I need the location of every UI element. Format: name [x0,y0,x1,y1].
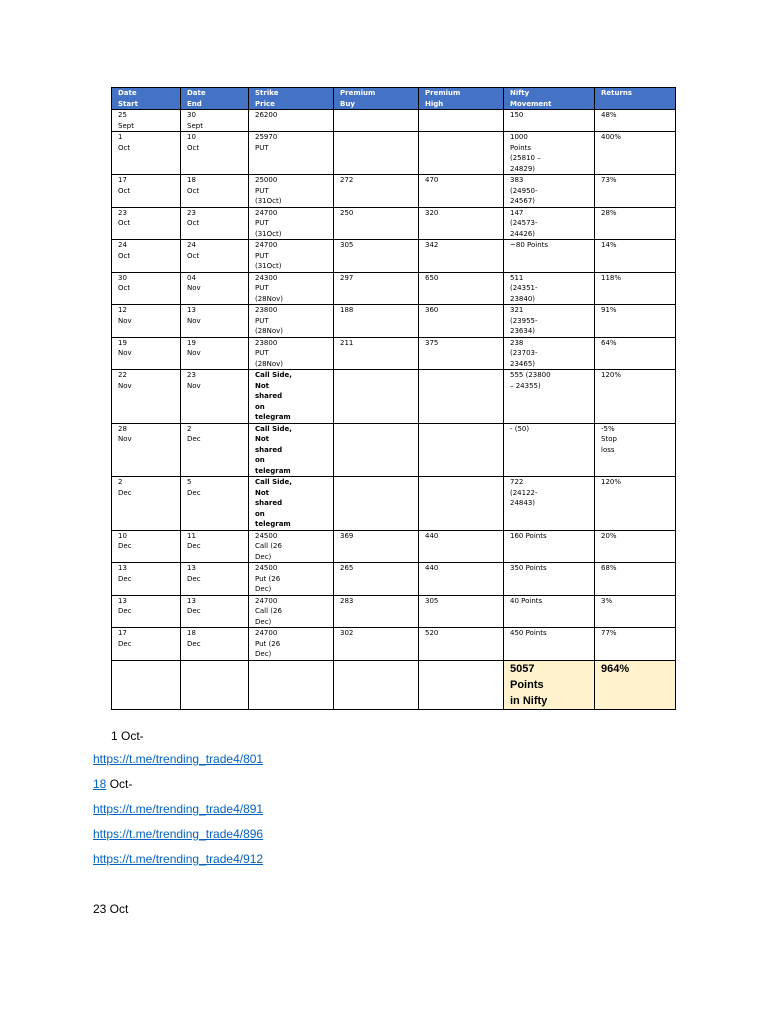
cell-text: 2 Dec [187,424,201,443]
cell-text: 13 Dec [118,564,132,583]
cell-text: 17 Oct [118,176,131,195]
cell-text: ~80 Points [510,241,549,249]
cell-text: 520 [425,629,439,637]
cell-text: 3% [601,596,613,605]
cell-text: 321 (23955- 23634) [510,306,538,335]
cell-text: 13 Dec [118,596,132,615]
note-1-oct: 1 Oct- [111,729,144,743]
cell-text: 650 [425,273,439,282]
cell-text: 375 [425,338,439,347]
cell-text: 14% [601,241,617,249]
cell-text: 350 Points [510,564,547,572]
cell-text: 511 (24351- 23840) [510,273,538,303]
total-text: 5057 Points in Nifty [510,662,548,707]
cell-text: 18 Oct [187,176,200,195]
cell-text: 10 Oct [187,133,200,152]
cell-text: - (50) [510,424,530,433]
cell-text: 24 Oct [118,241,131,260]
header-premium-buy: Premium Buy [334,88,419,110]
cell-text: 13 Dec [187,564,201,583]
note-23-oct: 23 Oct [93,902,129,916]
cell-text: 25970 PUT [255,133,278,152]
cell-text: Call Side, Not shared on telegram [255,371,292,421]
cell-text: 19 Nov [187,338,201,357]
cell-text: 440 [425,564,439,572]
cell-text: 272 [340,176,354,184]
cell-text: 320 [425,208,439,217]
total-text: 964% [601,662,630,675]
cell-text: 23800 PUT (28Nov) [255,306,284,335]
cell-text: 19 Nov [118,338,132,357]
cell-text: 13 Nov [187,306,201,325]
cell-text: 22 Nov [118,371,132,390]
cell-text: 48% [601,111,617,119]
cell-text: 297 [340,273,354,282]
cell-text: 11 Dec [187,531,201,550]
cell-text: 68% [601,564,617,572]
cell-text: 04 Nov [187,273,201,292]
cell-text: 383 (24950- 24567) [510,176,538,205]
cell-text: 160 Points [510,531,547,540]
header-returns: Returns [595,88,676,110]
cell-text: 118% [601,273,622,282]
header-strike-price: Strike Price [249,88,334,110]
cell-text: 250 [340,208,354,217]
cell-text: 24300 PUT (28Nov) [255,273,284,303]
cell-text: 238 (23703- 23465) [510,338,538,368]
telegram-link-891[interactable]: https://t.me/trending_trade4/891 [93,802,264,816]
cell-text: 23800 PUT (28Nov) [255,338,284,368]
cell-text: 23 Oct [118,208,131,227]
cell-text: 24500 Call (26 Dec) [255,531,282,561]
cell-text: 265 [340,564,354,572]
header-premium-high: Premium High [419,88,504,110]
cell-text: 13 Dec [187,596,201,615]
cell-text: 24700 PUT (31Oct) [255,241,282,270]
cell-text: 40 Points [510,596,543,605]
cell-text: 147 (24573- 24426) [510,208,538,238]
cell-text: 28 Nov [118,424,132,443]
cell-text: 120% [601,371,622,379]
cell-text: 2 Dec [118,478,132,497]
cell-text: 30 Oct [118,273,131,292]
cell-text: 17 Dec [118,629,132,648]
cell-text: 24500 Put (26 Dec) [255,564,281,593]
cell-text: Call Side, Not shared on telegram [255,478,292,528]
cell-text: 5 Dec [187,478,201,497]
header-date-end: Date End [181,88,249,110]
cell-text: 30 Sept [187,111,203,130]
cell-text: 64% [601,338,617,347]
cell-text: 722 (24122- 24843) [510,478,538,507]
telegram-link-896[interactable]: https://t.me/trending_trade4/896 [93,827,264,841]
cell-text: 302 [340,629,354,637]
cell-text: 23 Oct [187,208,200,227]
cell-text: 369 [340,531,354,540]
cell-text: 28% [601,208,617,217]
link-18[interactable]: 18 [93,777,107,791]
cell-text: 150 [510,111,524,119]
cell-text: 73% [601,176,617,184]
cell-text: 470 [425,176,439,184]
cell-text: 23 Nov [187,371,201,390]
cell-text: 20% [601,531,617,540]
telegram-link-801[interactable]: https://t.me/trending_trade4/801 [93,752,264,766]
cell-text: 24 Oct [187,241,200,260]
cell-text: 305 [425,596,439,605]
cell-text: 24700 PUT (31Oct) [255,208,282,238]
cell-text: 26200 [255,111,278,119]
header-date-start: Date Start [112,88,181,110]
cell-text: 25000 PUT (31Oct) [255,176,282,205]
cell-text: Call Side, Not shared on telegram [255,424,292,475]
header-nifty-movement: Nifty Movement [504,88,595,110]
cell-text: 24700 Call (26 Dec) [255,596,282,626]
cell-text: 342 [425,241,439,249]
cell-text: 12 Nov [118,306,132,325]
cell-text: 25 Sept [118,111,134,130]
cell-text: 1 Oct [118,133,131,152]
note-18-oct [93,777,132,791]
note-18-oct-suffix: Oct- [106,777,133,791]
cell-text: -5% Stop loss [601,424,617,454]
cell-text: 360 [425,306,439,314]
cell-text: 91% [601,306,617,314]
cell-text: 77% [601,629,617,637]
cell-text: 400% [601,133,622,141]
cell-text: 24700 Put (26 Dec) [255,629,281,658]
cell-text: 10 Dec [118,531,132,550]
telegram-link-912[interactable]: https://t.me/trending_trade4/912 [93,852,264,866]
cell-text: 305 [340,241,354,249]
cell-text: 283 [340,596,354,605]
cell-text: 555 (23800 – 24355) [510,371,551,390]
cell-text: 120% [601,478,622,486]
cell-text: 18 Dec [187,629,201,648]
cell-text: 440 [425,531,439,540]
cell-text: 1000 Points (25810 – 24829) [510,133,541,173]
cell-text: 450 Points [510,629,547,637]
cell-text: 211 [340,338,354,347]
cell-text: 188 [340,306,354,314]
